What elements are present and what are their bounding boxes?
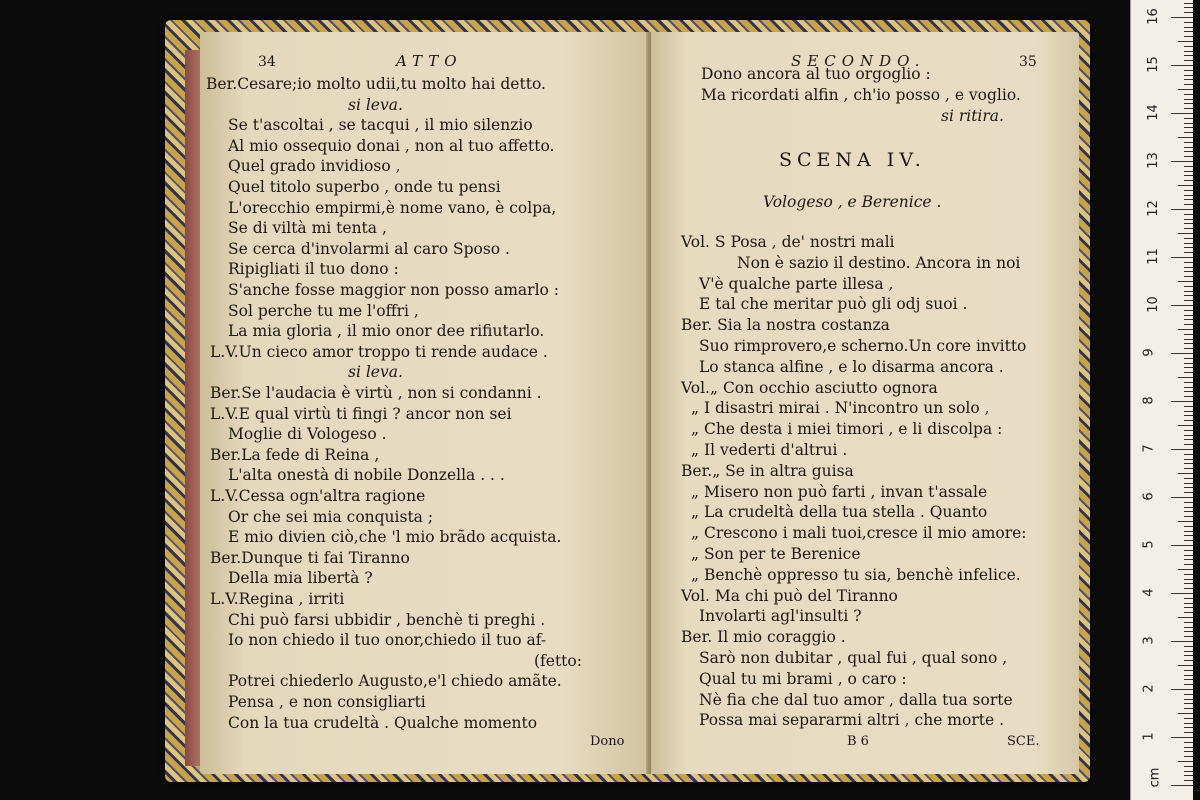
ruler-tick bbox=[1184, 742, 1193, 743]
ruler-tick bbox=[1184, 463, 1193, 464]
ruler-tick bbox=[1184, 219, 1193, 220]
ruler-tick bbox=[1184, 228, 1193, 229]
ruler-tick bbox=[1184, 55, 1193, 56]
ruler-tick bbox=[1171, 449, 1193, 450]
ruler-tick bbox=[1184, 300, 1193, 301]
ruler-tick bbox=[1184, 579, 1193, 580]
ruler-label: 1 bbox=[1141, 732, 1157, 741]
ruler-tick bbox=[1184, 535, 1193, 536]
ruler-tick bbox=[1184, 775, 1193, 776]
left-text-line: Al mio ossequio donai , non al tuo affetto. bbox=[228, 136, 555, 155]
ruler-label: 2 bbox=[1141, 684, 1157, 693]
dialogue-line: „ Che desta i miei timori , e li discolpa : bbox=[691, 420, 1003, 439]
ruler-label: 15 bbox=[1145, 56, 1161, 73]
ruler-tick bbox=[1184, 555, 1193, 556]
ruler-tick bbox=[1184, 583, 1193, 584]
ruler-tick bbox=[1184, 295, 1193, 296]
dialogue-line: Ber. Sia la nostra costanza bbox=[681, 316, 890, 335]
ruler-tick bbox=[1184, 7, 1193, 8]
dialogue-line: Non è sazio il destino. Ancora in noi bbox=[737, 253, 1021, 272]
ruler-tick bbox=[1178, 425, 1193, 426]
dialogue-line: Sarò non dubitar , qual fui , qual sono , bbox=[699, 649, 1008, 667]
left-text-line: Se t'ascoltai , se tacqui , il mio silenzio bbox=[228, 116, 533, 135]
right-page bbox=[651, 32, 1079, 774]
ruler-tick bbox=[1184, 238, 1193, 239]
measurement-ruler bbox=[1130, 0, 1193, 800]
ruler-tick bbox=[1178, 569, 1193, 570]
dialogue-line: Vol.„ Con occhio asciutto ognora bbox=[681, 378, 938, 397]
ruler-tick bbox=[1184, 204, 1193, 205]
ruler-tick bbox=[1184, 502, 1193, 503]
ruler-tick bbox=[1184, 310, 1193, 311]
dialogue-line: „ La crudeltà della tua stella . Quanto bbox=[691, 503, 988, 522]
left-text-line: si leva. bbox=[348, 363, 403, 382]
ruler-tick bbox=[1171, 17, 1193, 18]
left-text-line: Ber.La fede di Reina , bbox=[210, 445, 380, 464]
ruler-tick bbox=[1184, 75, 1193, 76]
ruler-tick bbox=[1184, 36, 1193, 37]
ruler-tick bbox=[1184, 727, 1193, 728]
ruler-tick bbox=[1184, 291, 1193, 292]
left-page-number: 34 bbox=[258, 54, 276, 70]
left-text-line: Della mia libertà ? bbox=[228, 569, 373, 588]
dialogue-line: „ Benchè oppresso tu sia, benchè infelice. bbox=[691, 565, 1021, 584]
ruler-tick bbox=[1184, 367, 1193, 368]
dialogue-line: Involarti agl'insulti ? bbox=[699, 607, 862, 626]
ruler-tick bbox=[1184, 631, 1193, 632]
ruler-tick bbox=[1184, 646, 1193, 647]
ruler-tick bbox=[1184, 247, 1193, 248]
ruler-tick bbox=[1171, 497, 1193, 498]
ruler-tick bbox=[1184, 492, 1193, 493]
ruler-tick bbox=[1184, 391, 1193, 392]
left-text-line: Con la tua crudeltà . Qualche momento bbox=[228, 713, 538, 732]
ruler-tick bbox=[1184, 603, 1193, 604]
ruler-tick bbox=[1184, 132, 1193, 133]
left-text-line: L.V.Regina , irriti bbox=[210, 590, 345, 608]
ruler-tick bbox=[1184, 435, 1193, 436]
left-page bbox=[200, 32, 650, 774]
left-text-line: Quel grado invidioso , bbox=[228, 157, 401, 176]
ruler-label: 7 bbox=[1141, 444, 1157, 453]
left-text-line: Or che sei mia conquista ; bbox=[228, 507, 434, 526]
ruler-tick bbox=[1178, 41, 1193, 42]
ruler-tick bbox=[1171, 689, 1193, 690]
ruler-tick bbox=[1184, 766, 1193, 767]
ruler-tick bbox=[1184, 468, 1193, 469]
ruler-tick bbox=[1184, 348, 1193, 349]
ruler-tick bbox=[1184, 127, 1193, 128]
ruler-tick bbox=[1171, 161, 1193, 162]
ruler-tick bbox=[1184, 751, 1193, 752]
ruler-tick bbox=[1184, 343, 1193, 344]
ruler-tick bbox=[1178, 665, 1193, 666]
ruler-label: 10 bbox=[1145, 296, 1161, 313]
ruler-tick bbox=[1171, 401, 1193, 402]
left-text-line: si leva. bbox=[348, 95, 403, 114]
ruler-tick bbox=[1184, 60, 1193, 61]
left-text-line: L'orecchio empirmi,è nome vano, è colpa, bbox=[228, 198, 557, 217]
ruler-label: 8 bbox=[1141, 396, 1157, 405]
left-text-line: Chi può farsi ubbidir , benchè ti preghi . bbox=[228, 610, 546, 629]
ruler-tick bbox=[1171, 209, 1193, 210]
ruler-tick bbox=[1178, 329, 1193, 330]
ruler-tick bbox=[1184, 723, 1193, 724]
dialogue-line: Nè fia che dal tuo amor , dalla tua sorte bbox=[699, 690, 1013, 709]
ruler-tick bbox=[1178, 185, 1193, 186]
ruler-tick bbox=[1171, 113, 1193, 114]
dialogue-line: Possa mai separarmi altri , che morte . bbox=[699, 711, 1004, 730]
ruler-tick bbox=[1184, 756, 1193, 757]
ruler-tick bbox=[1184, 651, 1193, 652]
right-text-line: Dono ancora al tuo orgoglio : bbox=[701, 65, 931, 83]
ruler-tick bbox=[1184, 703, 1193, 704]
ruler-tick bbox=[1184, 415, 1193, 416]
ruler-tick bbox=[1178, 233, 1193, 234]
ruler-tick bbox=[1184, 526, 1193, 527]
ruler-tick bbox=[1184, 588, 1193, 589]
dialogue-line: „ I disastri mirai . N'incontro un solo , bbox=[691, 399, 990, 418]
ruler-tick bbox=[1171, 353, 1193, 354]
ruler-tick bbox=[1184, 531, 1193, 532]
ruler-tick bbox=[1184, 147, 1193, 148]
left-text-line: E mio divien ciò,che 'l mio brãdo acquista. bbox=[228, 528, 562, 547]
ruler-tick bbox=[1184, 123, 1193, 124]
ruler-tick bbox=[1184, 718, 1193, 719]
ruler-tick bbox=[1178, 281, 1193, 282]
ruler-tick bbox=[1171, 545, 1193, 546]
left-text-line: Se di viltà mi tenta , bbox=[228, 219, 387, 238]
ruler-tick bbox=[1184, 151, 1193, 152]
ruler-tick bbox=[1184, 156, 1193, 157]
ruler-tick bbox=[1184, 334, 1193, 335]
ruler-tick bbox=[1184, 276, 1193, 277]
ruler-tick bbox=[1171, 785, 1193, 786]
ruler-tick bbox=[1184, 420, 1193, 421]
ruler-tick bbox=[1178, 89, 1193, 90]
ruler-tick bbox=[1184, 487, 1193, 488]
ruler-tick bbox=[1184, 372, 1193, 373]
ruler-tick bbox=[1184, 540, 1193, 541]
ruler-tick bbox=[1184, 612, 1193, 613]
ruler-tick bbox=[1184, 747, 1193, 748]
ruler-tick bbox=[1184, 660, 1193, 661]
ruler-tick bbox=[1184, 84, 1193, 85]
left-text-line: La mia gloria , il mio onor dee rifiutarlo. bbox=[228, 322, 545, 341]
left-text-line: (fetto: bbox=[534, 651, 582, 670]
dialogue-line: „ Il vederti d'altrui . bbox=[691, 441, 848, 459]
ruler-tick bbox=[1184, 396, 1193, 397]
ruler-tick bbox=[1184, 339, 1193, 340]
left-text-line: Ber.Dunque ti fai Tiranno bbox=[210, 548, 410, 567]
ruler-tick bbox=[1184, 27, 1193, 28]
left-text-line: L.V.Un cieco amor troppo ti rende audace . bbox=[210, 342, 548, 361]
right-text-line: Ma ricordati alfin , ch'io posso , e voglio. bbox=[701, 86, 1021, 104]
ruler-tick bbox=[1184, 267, 1193, 268]
scene-characters: Vologeso , e Berenice . bbox=[763, 193, 942, 211]
ruler-tick bbox=[1184, 382, 1193, 383]
dialogue-line: E tal che meritar può gli odj suoi . bbox=[699, 295, 968, 314]
ruler-tick bbox=[1184, 79, 1193, 80]
ruler-tick bbox=[1184, 12, 1193, 13]
left-text-line: Sol perche tu me l'offri , bbox=[228, 301, 419, 320]
ruler-tick bbox=[1171, 65, 1193, 66]
ruler-tick bbox=[1184, 199, 1193, 200]
right-catchword: SCE. bbox=[1007, 734, 1040, 749]
ruler-tick bbox=[1178, 377, 1193, 378]
left-text-line: L.V.E qual virtù ti fingi ? ancor non sei bbox=[210, 404, 512, 423]
ruler-tick bbox=[1184, 699, 1193, 700]
ruler-label: 13 bbox=[1145, 152, 1161, 169]
ruler-tick bbox=[1184, 252, 1193, 253]
ruler-tick bbox=[1178, 761, 1193, 762]
ruler-tick bbox=[1184, 559, 1193, 560]
ruler-tick bbox=[1178, 137, 1193, 138]
page-signature: B 6 bbox=[847, 734, 869, 749]
left-text-line: Io non chiedo il tuo onor,chiedo il tuo af- bbox=[228, 631, 547, 650]
ruler-tick bbox=[1184, 315, 1193, 316]
ruler-tick bbox=[1184, 190, 1193, 191]
ruler-tick bbox=[1178, 617, 1193, 618]
ruler-tick bbox=[1184, 195, 1193, 196]
ruler-label: 11 bbox=[1145, 248, 1161, 265]
ruler-tick bbox=[1184, 622, 1193, 623]
ruler-tick bbox=[1184, 142, 1193, 143]
left-text-line: L.V.Cessa ogn'altra ragione bbox=[210, 487, 426, 505]
ruler-tick bbox=[1184, 655, 1193, 656]
ruler-tick bbox=[1184, 675, 1193, 676]
dialogue-line: V'è qualche parte illesa , bbox=[699, 274, 894, 293]
ruler-tick bbox=[1184, 22, 1193, 23]
ruler-tick bbox=[1184, 780, 1193, 781]
ruler-tick bbox=[1184, 478, 1193, 479]
ruler-tick bbox=[1184, 411, 1193, 412]
dialogue-line: „ Misero non può farti , invan t'assale bbox=[691, 482, 988, 501]
ruler-tick bbox=[1184, 598, 1193, 599]
ruler-tick bbox=[1184, 607, 1193, 608]
ruler-label: 3 bbox=[1141, 636, 1157, 645]
left-text-line: Quel titolo superbo , onde tu pensi bbox=[228, 178, 501, 196]
ruler-tick bbox=[1184, 387, 1193, 388]
left-text-line: Ripigliati il tuo dono : bbox=[228, 260, 399, 279]
ruler-label: 16 bbox=[1145, 8, 1161, 25]
ruler-tick bbox=[1184, 439, 1193, 440]
ruler-tick bbox=[1184, 627, 1193, 628]
ruler-label: 5 bbox=[1141, 540, 1157, 549]
ruler-tick bbox=[1171, 737, 1193, 738]
ruler-tick bbox=[1184, 564, 1193, 565]
ruler-tick bbox=[1184, 118, 1193, 119]
right-page-number: 35 bbox=[1019, 54, 1037, 70]
ruler-tick bbox=[1184, 175, 1193, 176]
ruler-tick bbox=[1171, 305, 1193, 306]
ruler-unit: cm bbox=[1147, 767, 1163, 788]
ruler-label: 9 bbox=[1141, 348, 1157, 357]
ruler-tick bbox=[1184, 223, 1193, 224]
left-text-line: Potrei chiederlo Augusto,e'l chiedo amãte. bbox=[228, 672, 562, 691]
ruler-tick bbox=[1184, 516, 1193, 517]
dialogue-line: „ Crescono i mali tuoi,cresce il mio amore: bbox=[691, 524, 1027, 543]
ruler-tick bbox=[1178, 473, 1193, 474]
ruler-tick bbox=[1184, 358, 1193, 359]
ruler-tick bbox=[1184, 99, 1193, 100]
ruler-tick bbox=[1184, 243, 1193, 244]
ruler-tick bbox=[1184, 430, 1193, 431]
ruler-tick bbox=[1184, 3, 1193, 4]
ruler-tick bbox=[1184, 636, 1193, 637]
ruler-tick bbox=[1171, 593, 1193, 594]
scene-title: SCENA IV. bbox=[779, 149, 926, 171]
dialogue-line: Qual tu mi brami , o caro : bbox=[699, 669, 907, 688]
ruler-label: 12 bbox=[1145, 200, 1161, 217]
ruler-tick bbox=[1184, 550, 1193, 551]
ruler-tick bbox=[1171, 257, 1193, 258]
ruler-tick bbox=[1184, 271, 1193, 272]
left-text-line: Pensa , e non consigliarti bbox=[228, 693, 426, 711]
dialogue-line: Ber.„ Se in altra guisa bbox=[681, 461, 854, 480]
left-text-line: Moglie di Vologeso . bbox=[228, 425, 387, 444]
ruler-tick bbox=[1184, 324, 1193, 325]
ruler-tick bbox=[1184, 670, 1193, 671]
ruler-tick bbox=[1184, 483, 1193, 484]
ruler-tick bbox=[1184, 459, 1193, 460]
ruler-tick bbox=[1184, 108, 1193, 109]
ruler-label: 6 bbox=[1141, 492, 1157, 501]
left-text-line: S'anche fosse maggior non posso amarlo : bbox=[228, 281, 560, 299]
dialogue-line: Ber. Il mio coraggio . bbox=[681, 628, 846, 647]
ruler-tick bbox=[1184, 454, 1193, 455]
ruler-tick bbox=[1184, 319, 1193, 320]
ruler-tick bbox=[1184, 94, 1193, 95]
ruler-tick bbox=[1184, 406, 1193, 407]
ruler-tick bbox=[1184, 694, 1193, 695]
ruler-tick bbox=[1178, 713, 1193, 714]
ruler-label: 14 bbox=[1145, 104, 1161, 121]
left-text-line: Ber.Se l'audacia è virtù , non si condanni . bbox=[210, 384, 542, 402]
ruler-tick bbox=[1184, 103, 1193, 104]
ruler-tick bbox=[1184, 286, 1193, 287]
right-text-line: si ritira. bbox=[941, 107, 1004, 125]
left-text-line: L'alta onestà di nobile Donzella . . . bbox=[228, 466, 505, 485]
ruler-tick bbox=[1184, 732, 1193, 733]
ruler-tick bbox=[1178, 521, 1193, 522]
ruler-tick bbox=[1184, 574, 1193, 575]
ruler-tick bbox=[1184, 262, 1193, 263]
ruler-tick bbox=[1184, 31, 1193, 32]
ruler-label: 4 bbox=[1141, 588, 1157, 597]
ruler-tick bbox=[1184, 507, 1193, 508]
ruler-tick bbox=[1184, 46, 1193, 47]
ruler-tick bbox=[1184, 444, 1193, 445]
ruler-tick bbox=[1184, 771, 1193, 772]
ruler-tick bbox=[1184, 679, 1193, 680]
ruler-tick bbox=[1184, 511, 1193, 512]
left-catchword: Dono bbox=[590, 734, 625, 749]
ruler-tick bbox=[1184, 166, 1193, 167]
ruler-tick bbox=[1184, 180, 1193, 181]
left-running-head: ATTO bbox=[396, 52, 463, 70]
dialogue-line: Lo stanca alfine , e lo disarma ancora . bbox=[699, 357, 1004, 376]
left-text-line: Se cerca d'involarmi al caro Sposo . bbox=[228, 239, 510, 258]
dialogue-line: „ Son per te Berenice bbox=[691, 545, 861, 563]
ruler-tick bbox=[1184, 171, 1193, 172]
ruler-tick bbox=[1184, 51, 1193, 52]
ruler-tick bbox=[1171, 641, 1193, 642]
ruler-tick bbox=[1184, 70, 1193, 71]
dialogue-line: Vol. S Posa , de' nostri mali bbox=[681, 233, 895, 251]
ruler-tick bbox=[1184, 684, 1193, 685]
ruler-tick bbox=[1184, 363, 1193, 364]
ruler-tick bbox=[1184, 708, 1193, 709]
left-text-line: Ber.Cesare;io molto udii,tu molto hai detto. bbox=[206, 75, 546, 93]
dialogue-line: Vol. Ma chi può del Tiranno bbox=[681, 586, 898, 605]
right-running-head: SECONDO. bbox=[791, 52, 926, 70]
ruler-tick bbox=[1184, 214, 1193, 215]
dialogue-line: Suo rimprovero,e scherno.Un core invitto bbox=[699, 337, 1027, 355]
